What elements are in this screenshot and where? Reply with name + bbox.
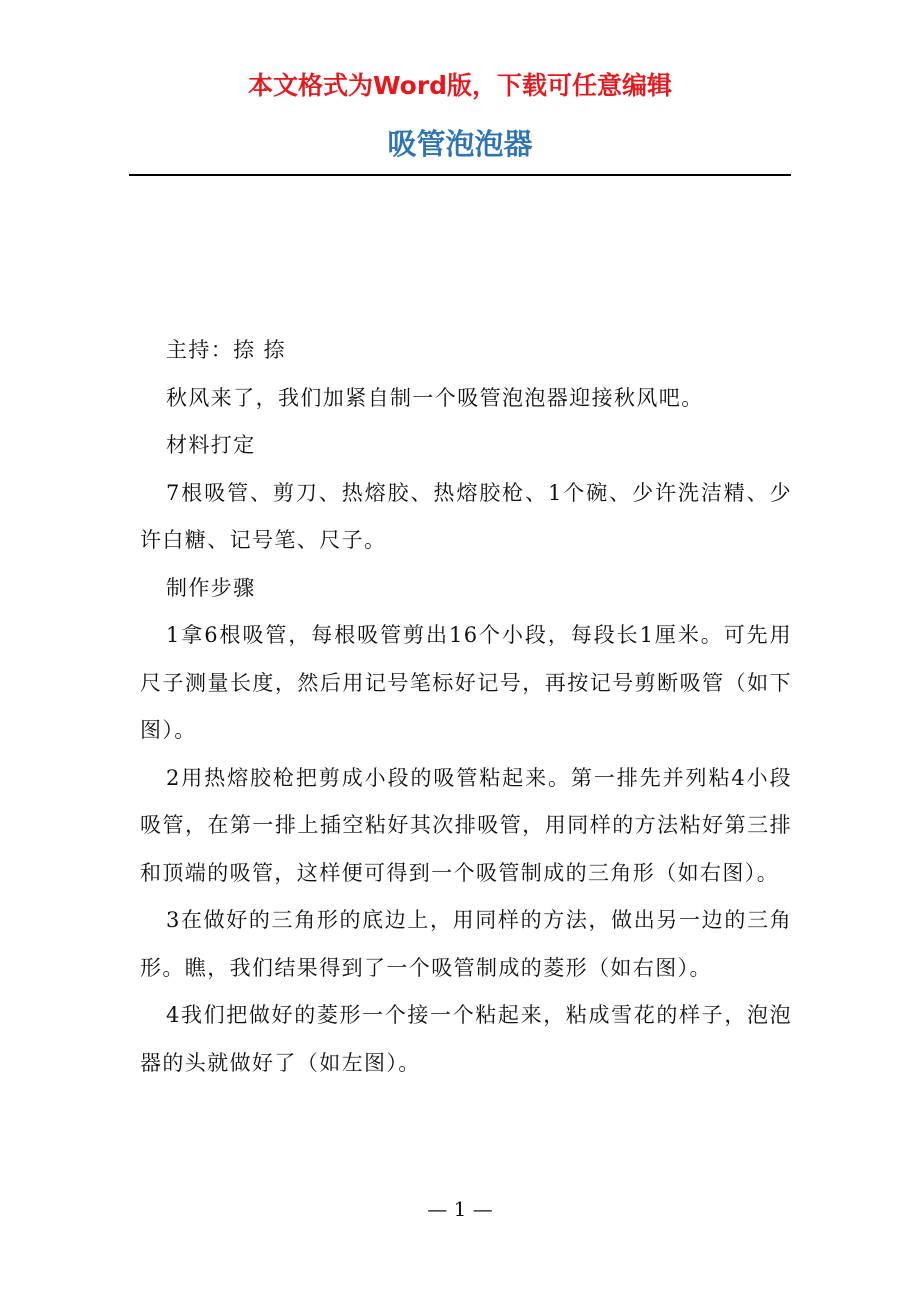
step-4-paragraph: 4我们把做好的菱形一个接一个粘起来，粘成雪花的样子，泡泡器的头就做好了（如左图）。 [140, 1003, 792, 1075]
step-3-paragraph: 3在做好的三角形的底边上，用同样的方法，做出另一边的三角形。瞧，我们结果得到了一个吸管制成的菱形（如右图）。 [140, 908, 792, 980]
host-line: 主持：捺 捺 [166, 338, 287, 362]
intro-paragraph: 秋风来了，我们加紧自制一个吸管泡泡器迎接秋风吧。 [166, 385, 704, 410]
page-title: 吸管泡泡器 [387, 127, 533, 161]
page-number: — 1 — [427, 1197, 493, 1221]
materials-list: 7根吸管、剪刀、热熔胶、热熔胶枪、1个碗、少许洗洁精、少许白糖、记号笔、尺子。 [140, 480, 792, 552]
step-2-paragraph: 2用热熔胶枪把剪成小段的吸管粘起来。第一排先并列粘4小段吸管，在第一排上插空粘好其次排吸管，用同样的方法粘好第三排和顶端的吸管，这样便可得到一个吸管制成的三角形（如右图）。 [140, 765, 792, 885]
materials-heading: 材料打定 [166, 433, 256, 457]
download-banner: 本文格式为Word版，下载可任意编辑 [247, 71, 673, 100]
document-body [140, 327, 792, 1087]
step-1-paragraph: 1拿6根吸管，每根吸管剪出16个小段，每段长1厘米。可先用尺子测量长度，然后用记号笔标好记号，再按记号剪断吸管（如下图）。 [140, 623, 792, 742]
title-divider [129, 174, 791, 176]
steps-heading: 制作步骤 [166, 575, 256, 600]
